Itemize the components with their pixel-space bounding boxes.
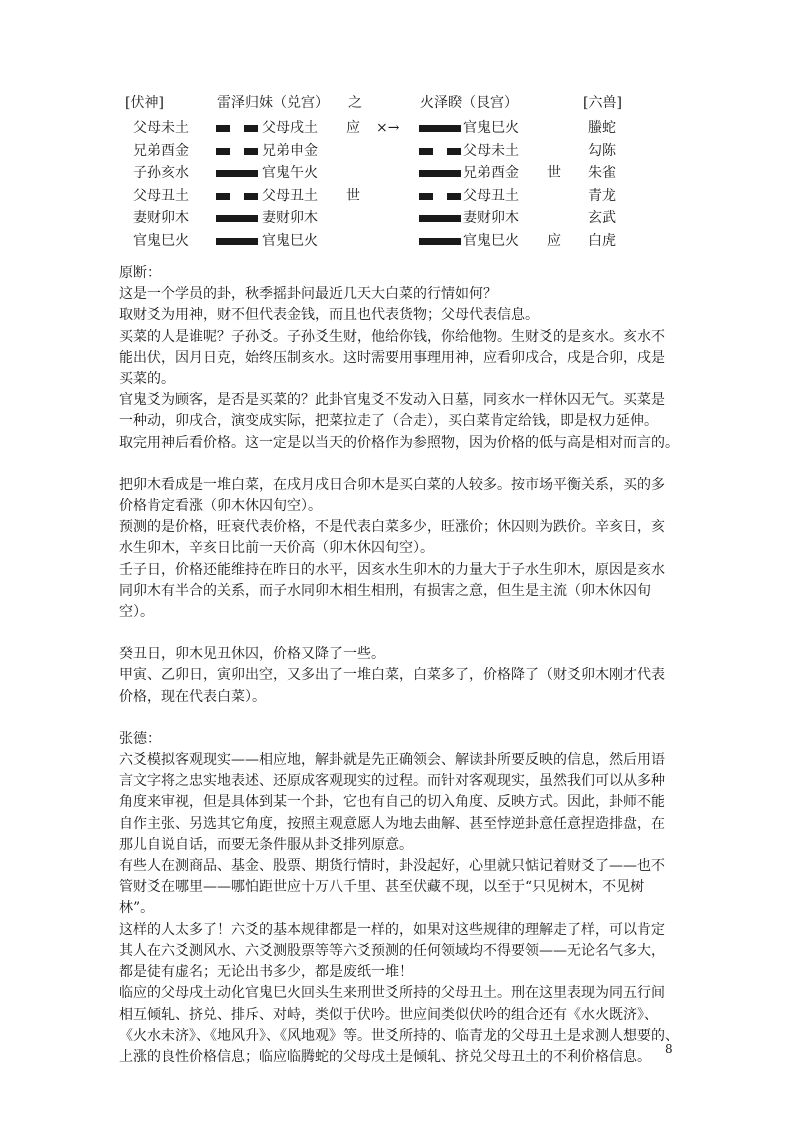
hexagram-table xyxy=(0,0,793,250)
header-fushen: [伏神] xyxy=(125,95,164,111)
changed-shi-ying-mark: 世 xyxy=(547,165,561,181)
paragraph xyxy=(119,433,679,454)
text-line: 买菜的人是谁呢？子孙爻。子孙爻生财，他给你钱，你给他物。生财爻的是亥水。亥水不 xyxy=(119,328,665,345)
paragraph xyxy=(119,750,679,856)
changed-yao-label: 官鬼巳火 xyxy=(463,120,519,136)
text-line: 把卯木看成是一堆白菜，在戌月戌日合卯木是买白菜的人较多。按市场平衡关系，买的多 xyxy=(119,476,665,493)
changed-yao-yang-line xyxy=(419,125,461,132)
text-line: 其人在六爻测风水、六爻测股票等等六爻预测的任何领域均不得要领——无论名气多大， xyxy=(119,942,665,959)
main-yao-yin-line xyxy=(216,125,258,132)
changed-yao-yang-line xyxy=(419,238,461,245)
text-line: 价格，现在代表白菜）。 xyxy=(119,688,266,705)
header-liushou: [六兽] xyxy=(583,95,622,111)
changed-yao-yin-line xyxy=(419,193,461,200)
main-yao-yang-line xyxy=(216,215,258,222)
header-zhi: 之 xyxy=(348,95,362,111)
text-line: 价格肯定看涨（卯木休囚旬空）。 xyxy=(119,498,322,515)
text-line: 角度来审视，但是具体到某一个卦，它也有自己的切入角度、反映方式。因此，卦师不能 xyxy=(119,794,665,811)
changed-yao-yang-line xyxy=(419,215,461,222)
text-line: 官鬼爻为顾客，是否是买菜的？此卦官鬼爻不发动入日墓，同亥水一样休囚无气。买菜是 xyxy=(119,392,665,409)
paragraph-gap xyxy=(119,623,679,644)
fushen-label: 兄弟酉金 xyxy=(133,142,189,159)
text-line: 预测的是价格，旺衰代表价格，不是代表白菜多少，旺涨价；休囚则为跌价。辛亥日，亥 xyxy=(119,519,665,536)
text-line: 原断： xyxy=(119,265,161,281)
paragraph xyxy=(119,284,679,305)
main-yao-yin-line xyxy=(216,193,258,200)
text-line: 癸丑日，卯木见丑休囚，价格又降了一些。 xyxy=(119,646,385,663)
page-number: 8 xyxy=(665,1042,673,1056)
text-line: 取财爻为用神，财不但代表金钱，而且也代表货物；父母代表信息。 xyxy=(119,307,539,324)
text-line: 甲寅、乙卯日，寅卯出空，又多出了一堆白菜，白菜多了，价格降了（财爻卯木刚才代表 xyxy=(119,667,665,684)
text-line: 六爻模拟客观现实——相应地，解卦就是先正确领会、解读卦所要反映的信息，然后用语 xyxy=(119,752,665,769)
main-yao-label: 父母戌土 xyxy=(262,120,318,136)
main-shi-ying-mark: 世 xyxy=(346,187,360,204)
main-shi-ying-mark: 应 xyxy=(346,120,360,136)
main-yao-label: 父母丑土 xyxy=(262,187,318,204)
text-line: 临应的父母戌土动化官鬼巳火回头生来刑世爻所持的父母丑土。刑在这里表现为同五行间 xyxy=(119,985,665,1002)
paragraph xyxy=(119,560,679,624)
text-line: 能出伏，因月日克，始终压制亥水。这时需要用事理用神，应看卯戌合，戌是合卯，戌是 xyxy=(119,349,665,366)
paragraph xyxy=(119,263,679,284)
paragraph xyxy=(119,517,679,559)
beast-label: 朱雀 xyxy=(588,165,616,181)
moving-line-mark: ×→ xyxy=(376,120,400,136)
changed-yao-label: 官鬼巳火 xyxy=(463,232,519,249)
text-line: 都是徒有虚名；无论出书多少，都是废纸一堆！ xyxy=(119,964,413,981)
body-text xyxy=(119,263,679,1068)
paragraph xyxy=(119,390,679,432)
changed-yao-yin-line xyxy=(419,148,461,155)
main-yao-label: 兄弟申金 xyxy=(262,142,318,159)
paragraph xyxy=(119,327,679,391)
header-main-hexagram: 雷泽归妹（兑宫） xyxy=(217,95,329,111)
text-line: 这是一个学员的卦，秋季摇卦问最近几天大白菜的行情如何？ xyxy=(119,286,497,303)
main-yao-yang-line xyxy=(216,170,258,177)
paragraph xyxy=(119,644,679,665)
paragraph xyxy=(119,665,679,707)
text-line: 那儿自说自话，而要无条件服从卦爻排列原意。 xyxy=(119,836,413,853)
text-line: 水生卯木，辛亥日比前一天价高（卯木休囚旬空）。 xyxy=(119,540,434,557)
changed-yao-label: 兄弟酉金 xyxy=(463,165,519,181)
beast-label: 青龙 xyxy=(588,187,616,204)
text-line: 上涨的良性价格信息；临应临腾蛇的父母戌土是倾轧、挤兑父母丑土的不利价格信息。 xyxy=(119,1048,651,1065)
text-line: 同卯木有半合的关系，而子水同卯木相生相刑，有损害之意，但生是主流（卯木休囚旬空）。 xyxy=(119,582,651,621)
main-yao-yang-line xyxy=(216,238,258,245)
beast-label: 螣蛇 xyxy=(588,120,616,136)
fushen-label: 父母未土 xyxy=(133,120,189,136)
text-line: 言文字将之忠实地表述、还原成客观现实的过程。而针对客观现实，虽然我们可以从多种 xyxy=(119,773,665,790)
text-line: 有些人在测商品、基金、股票、期货行情时，卦没起好，心里就只惦记着财爻了——也不 xyxy=(119,858,665,875)
text-line: 相互倾轧、挤兑、排斥、对峙，类似于伏吟。世应间类似伏吟的组合还有《水火既济》、 xyxy=(119,1006,658,1023)
paragraph-gap xyxy=(119,708,679,729)
text-line: 《火水未济》、《地风升》、《风地观》等。世爻所持的、临青龙的父母丑土是求测人想要的、 xyxy=(119,1027,679,1044)
fushen-label: 官鬼巳火 xyxy=(133,232,189,249)
paragraph xyxy=(119,475,679,517)
main-yao-label: 官鬼午火 xyxy=(262,165,318,181)
text-line: 张德： xyxy=(119,730,161,747)
paragraph xyxy=(119,305,679,326)
paragraph xyxy=(119,729,679,750)
text-line: 取完用神后看价格。这一定是以当天的价格作为参照物，因为价格的低与高是相对而言的。 xyxy=(119,434,679,451)
changed-yao-label: 父母丑土 xyxy=(463,187,519,204)
text-line: 自作主张、另选其它角度，按照主观意愿人为地去曲解、甚至悖逆卦意任意捏造排盘，在 xyxy=(119,815,665,832)
fushen-label: 子孙亥水 xyxy=(133,165,189,181)
fushen-label: 妻财卯木 xyxy=(133,210,189,226)
text-line: 这样的人太多了！六爻的基本规律都是一样的，如果对这些规律的理解走了样，可以肯定 xyxy=(119,921,665,938)
changed-yao-label: 父母未土 xyxy=(463,142,519,159)
text-line: 管财爻在哪里——哪怕距世应十万八千里、甚至伏藏不现，以至于“只见树木，不见树林”。 xyxy=(119,879,645,917)
beast-label: 玄武 xyxy=(588,210,616,226)
main-yao-label: 官鬼巳火 xyxy=(262,232,318,249)
beast-label: 勾陈 xyxy=(588,142,616,159)
fushen-label: 父母丑土 xyxy=(133,187,189,204)
text-line: 一种动，卯戌合，演变成实际，把菜拉走了（合走），买白菜肯定给钱，即是权力延伸。 xyxy=(119,413,658,430)
main-yao-yin-line xyxy=(216,148,258,155)
changed-yao-yang-line xyxy=(419,170,461,177)
beast-label: 白虎 xyxy=(588,232,616,249)
changed-yao-label: 妻财卯木 xyxy=(463,210,519,226)
main-yao-label: 妻财卯木 xyxy=(262,210,318,226)
changed-shi-ying-mark: 应 xyxy=(547,232,561,249)
text-line: 买菜的。 xyxy=(119,371,175,388)
paragraph xyxy=(119,856,679,983)
text-line: 壬子日，价格还能维持在昨日的水平，因亥水生卯木的力量大于子水生卯木，原因是亥水 xyxy=(119,561,665,578)
header-changed-hexagram: 火泽睽（艮宫） xyxy=(420,95,518,111)
paragraph xyxy=(119,983,679,1068)
paragraph-gap xyxy=(119,454,679,475)
